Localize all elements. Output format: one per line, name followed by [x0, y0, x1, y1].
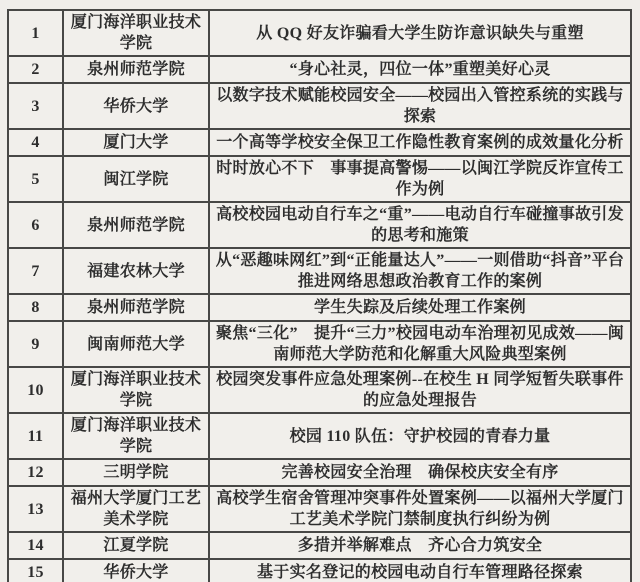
case-title-cell: 基于实名登记的校园电动自行车管理路径探索 [209, 559, 631, 582]
table-row [8, 367, 631, 413]
table-row [8, 532, 631, 559]
table-row [8, 10, 631, 56]
school-cell: 福州大学厦门工艺美术学院 [63, 486, 209, 532]
school-cell: 厦门海洋职业技术学院 [63, 413, 209, 459]
table-row [8, 129, 631, 156]
school-cell: 厦门海洋职业技术学院 [63, 10, 209, 56]
case-title-cell: 时时放心不下 事事提高警惕——以闽江学院反诈宣传工作为例 [209, 156, 631, 202]
table-row [8, 559, 631, 582]
school-cell: 华侨大学 [63, 559, 209, 582]
row-number-cell: 4 [8, 129, 63, 156]
case-title-cell: 从“恶趣味网红”到“正能量达人”——一则借助“抖音”平台推进网络思想政治教育工作的案例 [209, 248, 631, 294]
case-title-cell: 一个高等学校安全保卫工作隐性教育案例的成效量化分析 [209, 129, 631, 156]
case-title-cell: 多措并举解难点 齐心合力筑安全 [209, 532, 631, 559]
school-cell: 华侨大学 [63, 83, 209, 129]
case-title-cell: 校园突发事件应急处理案例--在校生 H 同学短暂失联事件的应急处理报告 [209, 367, 631, 413]
school-cell: 闽南师范大学 [63, 321, 209, 367]
school-cell: 三明学院 [63, 459, 209, 486]
case-title-cell: 高校校园电动自行车之“重”——电动自行车碰撞事故引发的思考和施策 [209, 202, 631, 248]
case-title-cell: 高校学生宿舍管理冲突事件处置案例——以福州大学厦门工艺美术学院门禁制度执行纠纷为例 [209, 486, 631, 532]
school-cell: 福建农林大学 [63, 248, 209, 294]
school-cell: 泉州师范学院 [63, 56, 209, 83]
table-row [8, 83, 631, 129]
row-number-cell: 10 [8, 367, 63, 413]
row-number-cell: 8 [8, 294, 63, 321]
row-number-cell: 14 [8, 532, 63, 559]
row-number-cell: 1 [8, 10, 63, 56]
case-title-cell: 完善校园安全治理 确保校庆安全有序 [209, 459, 631, 486]
case-title-cell: 以数字技术赋能校园安全——校园出入管控系统的实践与探索 [209, 83, 631, 129]
school-cell: 厦门大学 [63, 129, 209, 156]
table-row [8, 459, 631, 486]
case-title-cell: 学生失踪及后续处理工作案例 [209, 294, 631, 321]
case-title-cell: 校园 110 队伍：守护校园的青春力量 [209, 413, 631, 459]
row-number-cell: 7 [8, 248, 63, 294]
row-number-cell: 13 [8, 486, 63, 532]
table-row [8, 248, 631, 294]
school-cell: 闽江学院 [63, 156, 209, 202]
table-row [8, 202, 631, 248]
row-number-cell: 15 [8, 559, 63, 582]
row-number-cell: 2 [8, 56, 63, 83]
case-title-cell: 聚焦“三化” 提升“三力”校园电动车治理初见成效——闽南师范大学防范和化解重大风险典型案例 [209, 321, 631, 367]
school-cell: 泉州师范学院 [63, 294, 209, 321]
case-list-table [7, 9, 632, 582]
case-title-cell: 从 QQ 好友诈骗看大学生防诈意识缺失与重塑 [209, 10, 631, 56]
row-number-cell: 9 [8, 321, 63, 367]
school-cell: 厦门海洋职业技术学院 [63, 367, 209, 413]
school-cell: 泉州师范学院 [63, 202, 209, 248]
school-cell: 江夏学院 [63, 532, 209, 559]
table-row [8, 294, 631, 321]
row-number-cell: 6 [8, 202, 63, 248]
table-row [8, 321, 631, 367]
case-title-cell: “身心社灵，四位一体”重塑美好心灵 [209, 56, 631, 83]
row-number-cell: 12 [8, 459, 63, 486]
row-number-cell: 3 [8, 83, 63, 129]
row-number-cell: 11 [8, 413, 63, 459]
table-row [8, 413, 631, 459]
table-row [8, 486, 631, 532]
table-row [8, 56, 631, 83]
table-row [8, 156, 631, 202]
row-number-cell: 5 [8, 156, 63, 202]
